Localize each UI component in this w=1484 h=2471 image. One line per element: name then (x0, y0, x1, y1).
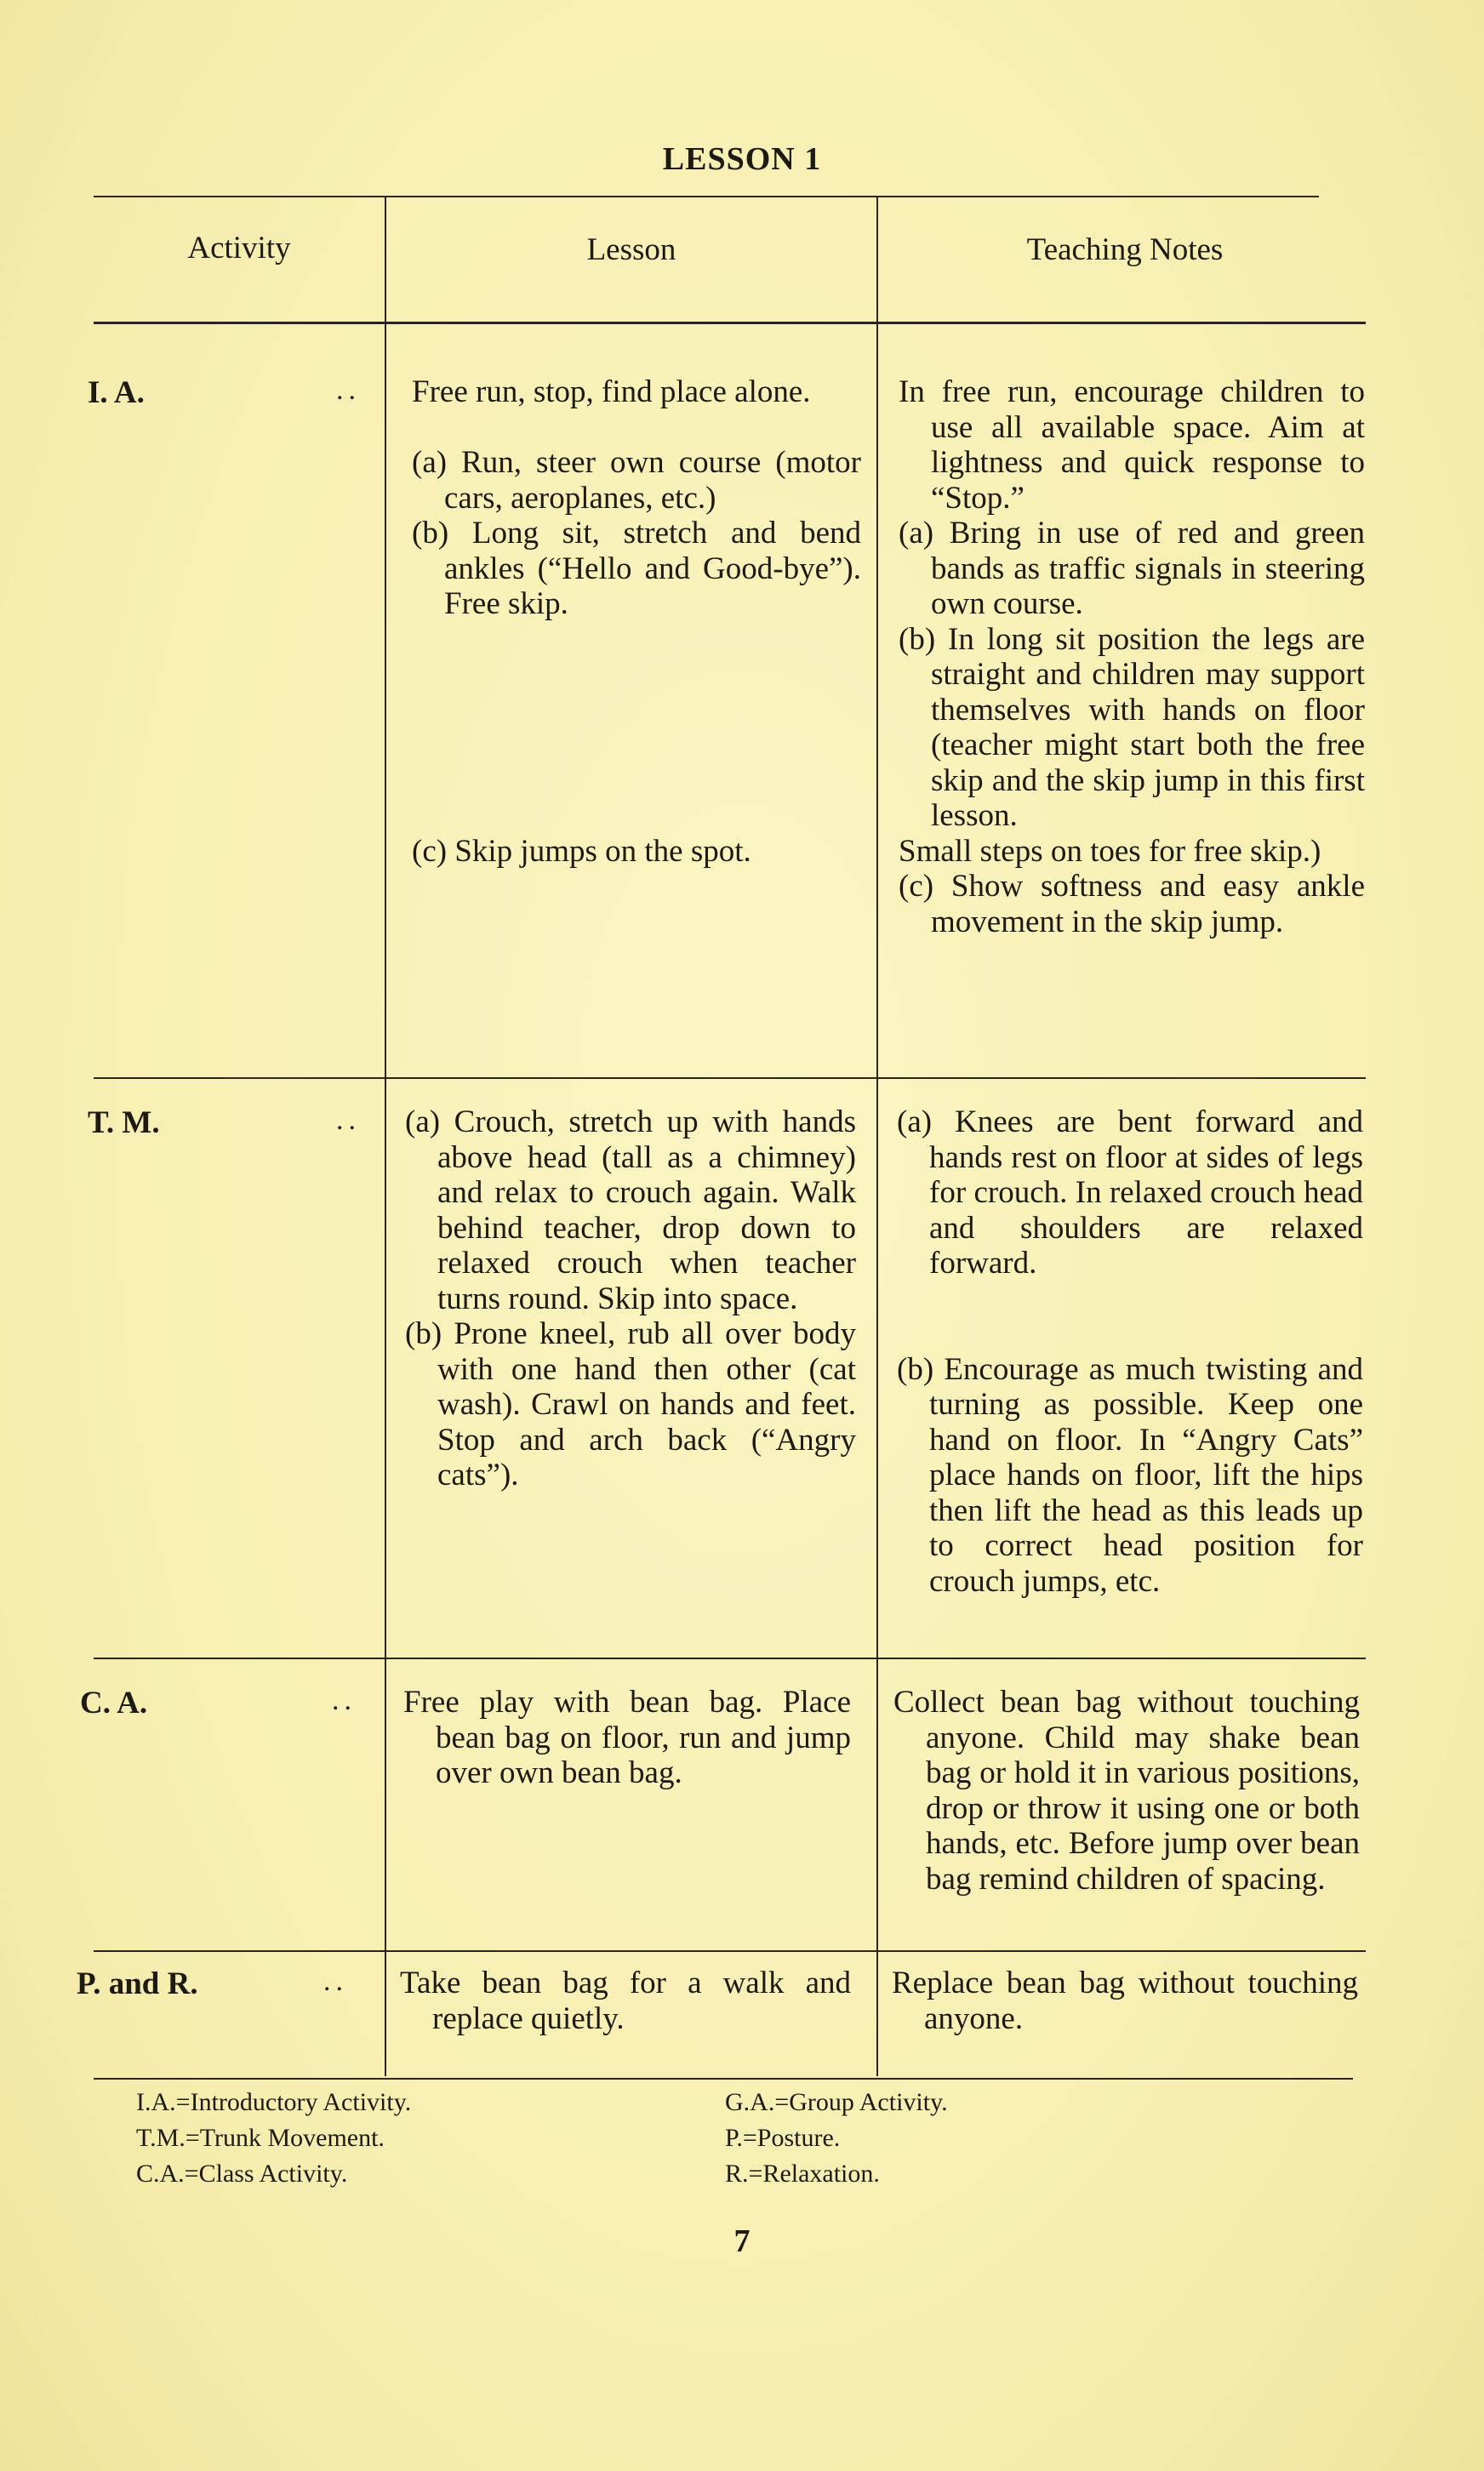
page-title: LESSON 1 (662, 141, 822, 177)
notes-cell-ia (899, 374, 1365, 939)
lesson-cell-ia (412, 374, 861, 869)
row-label-tm: T. M. (88, 1105, 160, 1140)
footnote-item: T.M.=Trunk Movement. (136, 2124, 385, 2152)
page-number: 7 (733, 2223, 751, 2259)
footnote-item: G.A.=Group Activity. (725, 2088, 948, 2116)
note-text: (a) Knees are bent forward and hands rest on floor at sides of legs for crouch. In relaxed crouch head and shoulders are relaxed forward. (897, 1104, 1363, 1281)
header-teaching-notes: Teaching Notes (1026, 232, 1224, 267)
note-text: Replace bean bag without touching anyone. (892, 1966, 1358, 2036)
column-rule-2 (876, 197, 878, 2076)
lesson-text: (b) Long sit, stretch and bend ankles (“Hello and Good-bye”). Free skip. (412, 516, 861, 621)
row-rule-2 (94, 1658, 1366, 1659)
row-label-ia: I. A. (88, 375, 145, 410)
note-text: (a) Bring in use of red and green bands as traffic signals in steering own course. (899, 516, 1365, 621)
header-lesson: Lesson (586, 232, 676, 267)
note-text: Collect bean bag without touching anyone. Child may shake bean bag or hold it in various positions, drop or throw it using one or both hands, etc. Before jump over bean bag remind children of spacing. (893, 1685, 1360, 1897)
footnote-item: P.=Posture. (725, 2124, 841, 2152)
lesson-text: (c) Skip jumps on the spot. (412, 833, 751, 869)
note-text: (b) In long sit position the legs are straight and children may support themselves with hands on floor (teacher might start both the free skip and the skip jump in this first lesson. (899, 621, 1365, 833)
lesson-text: Free play with bean bag. Place bean bag on floor, run and jump over own bean bag. (403, 1685, 851, 1790)
footnote-item: R.=Relaxation. (725, 2160, 880, 2188)
notes-cell-ca (893, 1685, 1360, 1897)
column-rule-1 (385, 197, 386, 2076)
notes-cell-tm (897, 1104, 1363, 1599)
row-dots: .. (323, 1966, 348, 1997)
row-dots: .. (336, 374, 361, 406)
lesson-text: Take bean bag for a walk and replace quietly. (400, 1966, 851, 2036)
lesson-text: Free run, stop, find place alone. (412, 374, 811, 409)
row-rule-1 (94, 1077, 1366, 1079)
note-text: In free run, encourage children to use all available space. Aim at lightness and quick response to “Stop.” (899, 374, 1365, 516)
header-activity: Activity (187, 231, 291, 265)
lesson-cell-ca (403, 1685, 851, 1791)
lesson-text: (b) Prone kneel, rub all over body with one hand then other (cat wash). Crawl on hands and feet. Stop and arch back (“Angry cats”). (405, 1316, 856, 1492)
note-text: (b) Encourage as much twisting and turning as possible. Keep one hand on floor. In “Angry Cats” place hands on floor, lift the hips then lift the head as this leads up to correct head position for crouch jumps, etc. (897, 1351, 1363, 1599)
footnote-item: I.A.=Introductory Activity. (136, 2088, 412, 2116)
note-text: Small steps on toes for free skip.) (899, 833, 1321, 869)
lesson-text: (a) Crouch, stretch up with hands above head (tall as a chimney) and relax to crouch again. Walk behind teacher, drop down to relaxed crouch when teacher turns round. Skip into space. (405, 1104, 856, 1316)
table-bottom-rule (94, 2078, 1353, 2080)
lesson-text: (a) Run, steer own course (motor cars, aeroplanes, etc.) (412, 445, 861, 516)
footnotes-right (725, 2085, 948, 2192)
row-dots: .. (336, 1104, 361, 1136)
row-rule-3 (94, 1950, 1366, 1952)
row-dots: .. (332, 1685, 357, 1716)
table-top-rule (94, 196, 1319, 197)
note-text: (c) Show softness and easy ankle movement in the skip jump. (899, 869, 1365, 939)
lesson-cell-tm (405, 1104, 856, 1493)
row-label-pr: P. and R. (77, 1966, 198, 2001)
row-label-ca: C. A. (80, 1686, 148, 1721)
header-bottom-rule (94, 322, 1366, 324)
footnote-item: C.A.=Class Activity. (136, 2160, 348, 2188)
footnotes-left (136, 2085, 411, 2192)
notes-cell-pr (892, 1966, 1358, 2036)
lesson-cell-pr (400, 1966, 851, 2036)
